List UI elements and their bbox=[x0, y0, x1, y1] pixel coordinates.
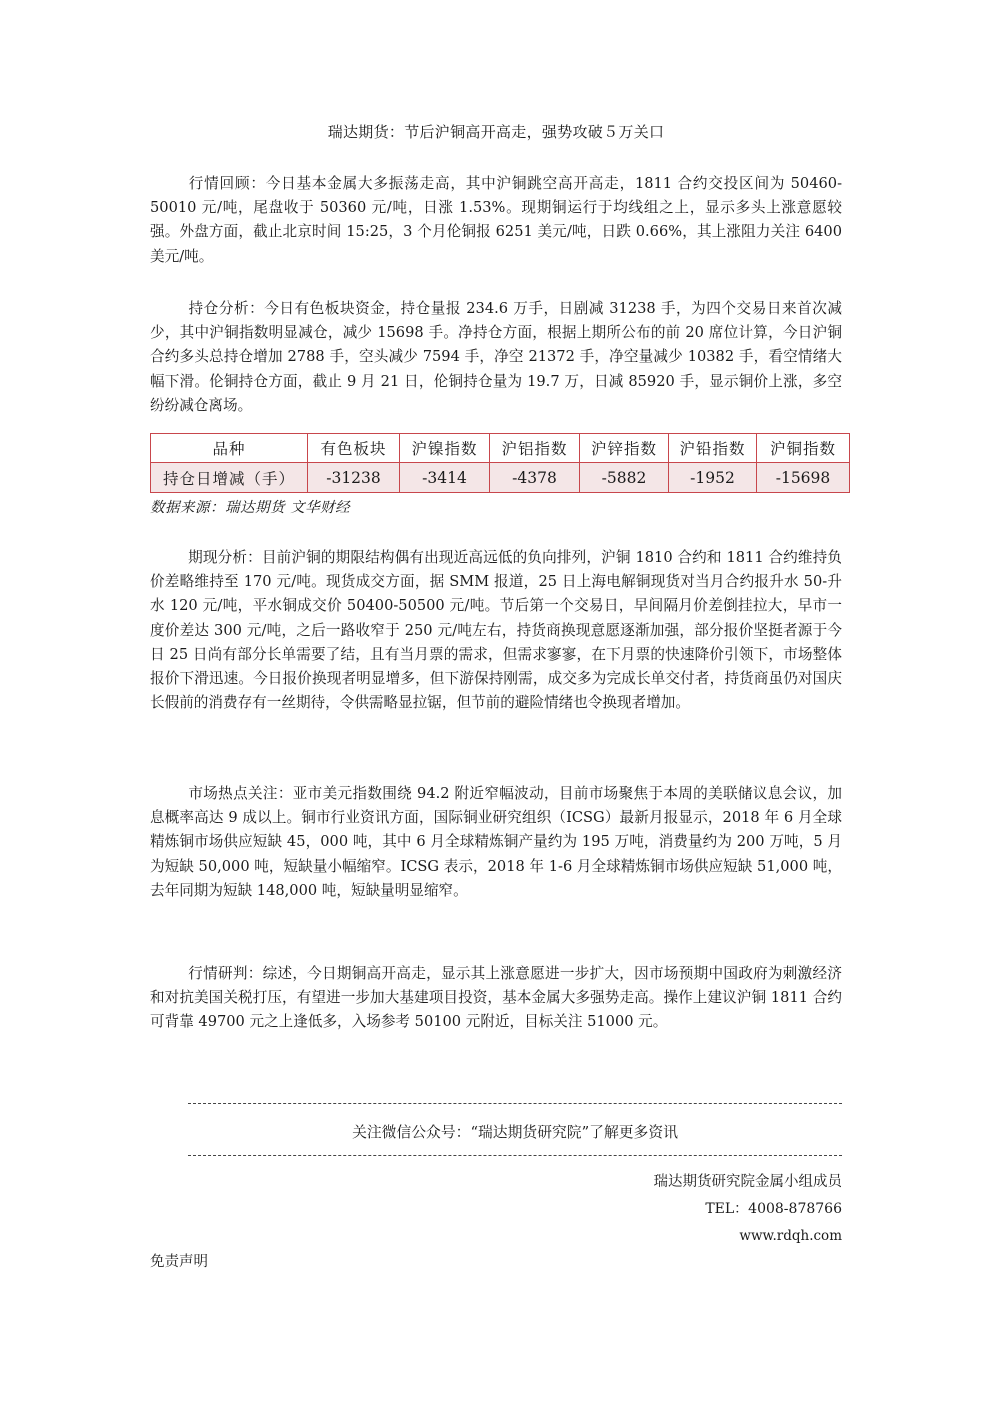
table-cell: -15698 bbox=[757, 463, 850, 493]
table-header-cell: 沪铝指数 bbox=[490, 434, 580, 463]
disclaimer-heading: 免责声明 bbox=[150, 1254, 208, 1270]
table-header-cell: 沪锌指数 bbox=[580, 434, 669, 463]
table-header-cell: 有色板块 bbox=[308, 434, 400, 463]
table-header-cell: 品种 bbox=[151, 434, 308, 463]
paragraph-text: 期现分析：目前沪铜的期限结构偶有出现近高远低的负向排列，沪铜 1810 合约和 1811 合约维持负价差略维持至 170 元/吨。现货成交方面，据 SMM 报道，25 日上海电解铜现货对当月合约报升水 50-升水 120 元/吨，平水铜成交价 50400-50500 元/吨。节后第一个交易日，早间隔月价差倒挂拉大，早市一度价差达 300 元/吨，之后一路收窄于 250 元/吨左右，持货商换现意愿逐渐加强，部分报价坚挺者源于今日 25 日尚有部分长单需要了结，且有当月票的需求，但需求寥寥，在下月票的快速降价引领下，市场整体报价下滑迅速。今日报价换现者明显增多，但下游保持刚需，成交多为完成长单交付者，持货商虽仍对国庆长假前的消费存有一丝期待，令供需略显拉锯，但节前的避险情绪也令换现者增加。 bbox=[150, 549, 842, 712]
table-header-cell: 沪镍指数 bbox=[400, 434, 490, 463]
paragraph-text: 市场热点关注：亚市美元指数围绕 94.2 附近窄幅波动，目前市场聚焦于本周的美联储议息会议，加息概率高达 9 成以上。铜市行业资讯方面，国际铜业研究组织（ICSG）最新月报显示，2018 年 6 月全球精炼铜市场供应短缺 45，000 吨，其中 6 月全球精炼铜产量约为 195 万吨，消费量约为 200 万吨，5 月为短缺 50,000 吨，短缺量小幅缩窄。ICSG 表示，2018 年 1-6 月全球精炼铜市场供应短缺 51,000 吨，去年同期为短缺 148,000 吨，短缺量明显缩窄。 bbox=[150, 785, 842, 899]
table-cell: -5882 bbox=[580, 463, 669, 493]
paragraph-text: 行情回顾：今日基本金属大多振荡走高，其中沪铜跳空高开高走，1811 合约交投区间为 50460-50010 元/吨，尾盘收于 50360 元/吨，日涨 1.53%。现期铜运行于均线组之上，显示多头上涨意愿较强。外盘方面，截止北京时间 15:25，3 个月伦铜报 6251 美元/吨，日跌 0.66%，其上涨阻力关注 6400 美元/吨。 bbox=[150, 175, 842, 265]
website-link[interactable]: www.rdqh.com bbox=[739, 1228, 842, 1244]
paragraph-text: 行情研判：综述，今日期铜高开高走，显示其上涨意愿进一步扩大，因市场预期中国政府为刺激经济和对抗美国关税打压，有望进一步加大基建项目投资，基本金属大多强势走高。操作上建议沪铜 1811 合约可背靠 49700 元之上逢低多，入场参考 50100 元附近，目标关注 51000 元。 bbox=[150, 965, 842, 1031]
article-title: 瑞达期货：节后沪铜高开高走，强势攻破５万关口 bbox=[327, 123, 665, 141]
team-signature: 瑞达期货研究院金属小组成员 bbox=[653, 1174, 842, 1190]
table-header-row bbox=[151, 434, 850, 463]
wechat-follow-note: 关注微信公众号：“瑞达期货研究院”了解更多资讯 bbox=[352, 1124, 678, 1141]
paragraph-position-analysis bbox=[150, 297, 842, 418]
paragraph-text: 持仓分析：今日有色板块资金，持仓量报 234.6 万手，日剧减 31238 手，为四个交易日来首次减少，其中沪铜指数明显减仓，减少 15698 手。净持仓方面，根据上期所公布的前 20 席位计算，今日沪铜合约多头总持仓增加 2788 手，空头减少 7594 手，净空 21372 手，净空量减少 10382 手，看空情绪大幅下滑。伦铜持仓方面，截止 9 月 21 日，伦铜持仓量为 19.7 万，日减 85920 手，显示铜价上涨，多空纷纷减仓离场。 bbox=[150, 300, 842, 414]
divider bbox=[188, 1155, 842, 1156]
table-cell: -1952 bbox=[669, 463, 757, 493]
telephone: TEL：4008-878766 bbox=[705, 1201, 842, 1217]
table-header-cell: 沪铜指数 bbox=[757, 434, 850, 463]
data-source-note: 数据来源：瑞达期货 文华财经 bbox=[150, 500, 351, 516]
table-row bbox=[151, 463, 850, 493]
paragraph-market-hotspots bbox=[150, 782, 842, 903]
table-cell: -4378 bbox=[490, 463, 580, 493]
divider bbox=[188, 1103, 842, 1104]
position-change-table bbox=[150, 433, 850, 493]
paragraph-market-review bbox=[150, 172, 842, 269]
table-cell: -31238 bbox=[308, 463, 400, 493]
table-row-label: 持仓日增减（手） bbox=[151, 463, 308, 493]
paragraph-spot-futures-analysis bbox=[150, 546, 842, 715]
paragraph-market-outlook bbox=[150, 962, 842, 1035]
table-cell: -3414 bbox=[400, 463, 490, 493]
table-header-cell: 沪铅指数 bbox=[669, 434, 757, 463]
